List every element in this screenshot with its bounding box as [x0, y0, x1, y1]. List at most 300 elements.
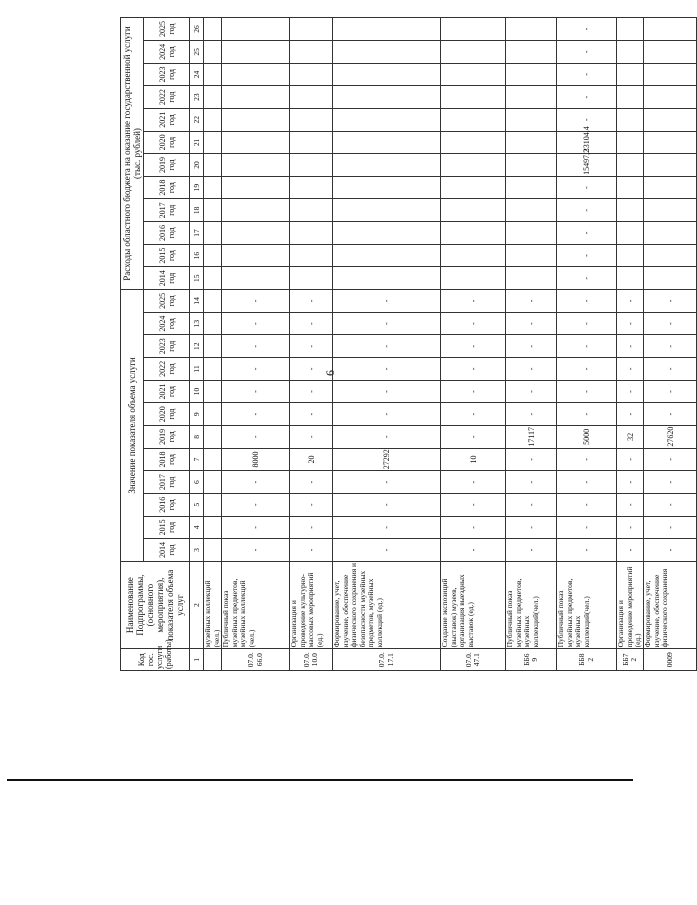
- budget-value: [644, 199, 697, 222]
- budget-value: [333, 199, 441, 222]
- budget-value: [333, 267, 441, 290]
- budget-value: [441, 222, 506, 245]
- volume-value: [204, 335, 222, 358]
- budget-value: [222, 63, 290, 86]
- volume-value: -: [506, 403, 557, 426]
- year-header: 2024 год: [144, 41, 190, 64]
- volume-value: [204, 290, 222, 313]
- service-code: 07.0. 10.0: [290, 649, 333, 671]
- year-header: 2023 год: [144, 335, 190, 358]
- budget-value: [644, 154, 697, 177]
- year-header: 2016 год: [144, 493, 190, 516]
- budget-value: [506, 154, 557, 177]
- budget-value: [204, 18, 222, 41]
- budget-value: [644, 108, 697, 131]
- budget-value: [222, 108, 290, 131]
- budget-value: [441, 131, 506, 154]
- column-number: 25: [190, 41, 204, 64]
- volume-value: -: [557, 335, 617, 358]
- volume-value: 20: [290, 448, 333, 471]
- table-row: [204, 18, 222, 671]
- volume-value: -: [617, 290, 644, 313]
- service-name: Публичный показ музейных предметов, музейных коллекций (чел.): [222, 561, 290, 649]
- budget-value: [222, 131, 290, 154]
- volume-value: -: [222, 493, 290, 516]
- budget-value: [617, 222, 644, 245]
- volume-value: -: [644, 493, 697, 516]
- budget-value: [204, 41, 222, 64]
- volume-value: -: [222, 471, 290, 494]
- volume-value: -: [617, 516, 644, 539]
- year-header: 2014 год: [144, 539, 190, 562]
- table-row: [644, 18, 697, 671]
- budget-value: [506, 267, 557, 290]
- budget-value: [441, 63, 506, 86]
- budget-value: [617, 108, 644, 131]
- budget-value: [506, 108, 557, 131]
- budget-value: [290, 267, 333, 290]
- volume-value: -: [617, 539, 644, 562]
- service-name: Создание экспозиций (выставок) музеев, организация выездных выставок (ед.): [441, 561, 506, 649]
- code-header: Код гос. услуги (работы): [121, 649, 190, 671]
- budget-value: 33104,4: [557, 131, 617, 154]
- budget-value: [290, 222, 333, 245]
- budget-value: [617, 267, 644, 290]
- volume-value: 17117: [506, 426, 557, 449]
- group-header-row: [121, 18, 144, 671]
- column-number: 1: [190, 649, 204, 671]
- budget-value: [290, 244, 333, 267]
- budget-header: Расходы областного бюджета на оказание государственной услуги (тыс. рублей): [121, 18, 144, 290]
- column-number: 14: [190, 290, 204, 313]
- volume-value: -: [222, 539, 290, 562]
- budget-value: [222, 18, 290, 41]
- volume-value: -: [441, 358, 506, 381]
- budget-value: [204, 63, 222, 86]
- budget-value: [333, 244, 441, 267]
- volume-value: -: [333, 426, 441, 449]
- table-row: [506, 18, 557, 671]
- column-number: 10: [190, 380, 204, 403]
- volume-value: -: [557, 403, 617, 426]
- budget-value: [617, 63, 644, 86]
- volume-value: [204, 471, 222, 494]
- year-header: 2021 год: [144, 108, 190, 131]
- volume-value: -: [557, 380, 617, 403]
- year-header: 2025 год: [144, 290, 190, 313]
- budget-value: [441, 108, 506, 131]
- budget-value: [290, 108, 333, 131]
- column-number: 13: [190, 312, 204, 335]
- budget-value: [617, 199, 644, 222]
- volume-value: -: [644, 539, 697, 562]
- column-number: 21: [190, 131, 204, 154]
- volume-value: -: [506, 380, 557, 403]
- year-header: 2017 год: [144, 199, 190, 222]
- volume-value: [204, 516, 222, 539]
- volume-value: -: [333, 471, 441, 494]
- volume-header: Значение показателя объема услуги: [121, 290, 144, 562]
- volume-value: 10: [441, 448, 506, 471]
- budget-value: [506, 41, 557, 64]
- volume-value: [204, 493, 222, 516]
- volume-value: -: [222, 358, 290, 381]
- column-number: 17: [190, 222, 204, 245]
- budget-value: -: [557, 222, 617, 245]
- year-header: 2021 год: [144, 380, 190, 403]
- volume-value: 8000: [222, 448, 290, 471]
- volume-value: -: [222, 516, 290, 539]
- volume-value: -: [441, 493, 506, 516]
- volume-value: -: [557, 516, 617, 539]
- volume-value: -: [617, 448, 644, 471]
- volume-value: 32: [617, 426, 644, 449]
- year-header: 2020 год: [144, 403, 190, 426]
- budget-value: [617, 18, 644, 41]
- service-name: Публичный показ музейных предметов, музейных коллекций(чел.): [506, 561, 557, 649]
- volume-value: 27620: [644, 426, 697, 449]
- volume-value: -: [222, 312, 290, 335]
- table-row: [333, 18, 441, 671]
- volume-value: -: [506, 493, 557, 516]
- year-header: 2023 год: [144, 63, 190, 86]
- service-name: музейных коллекций (чел.): [204, 561, 222, 649]
- budget-value: [617, 176, 644, 199]
- service-name: Публичный показ музейных предметов, музейных коллекций(чел.): [557, 561, 617, 649]
- volume-value: -: [441, 539, 506, 562]
- volume-value: -: [333, 516, 441, 539]
- budget-value: -: [557, 199, 617, 222]
- year-header: 2025 год: [144, 18, 190, 41]
- budget-value: [204, 154, 222, 177]
- budget-value: [333, 108, 441, 131]
- column-number: 9: [190, 403, 204, 426]
- volume-value: -: [441, 290, 506, 313]
- budget-value: [204, 244, 222, 267]
- volume-value: -: [557, 358, 617, 381]
- budget-value: [290, 63, 333, 86]
- budget-value: [644, 41, 697, 64]
- volume-value: -: [290, 426, 333, 449]
- volume-value: -: [506, 448, 557, 471]
- volume-value: -: [290, 358, 333, 381]
- services-table: [120, 17, 697, 671]
- budget-value: [617, 244, 644, 267]
- column-number: 24: [190, 63, 204, 86]
- volume-value: [204, 380, 222, 403]
- table-frame: [120, 17, 696, 671]
- column-number: 7: [190, 448, 204, 471]
- volume-value: -: [557, 290, 617, 313]
- table-row: [617, 18, 644, 671]
- column-number: 4: [190, 516, 204, 539]
- budget-value: [333, 222, 441, 245]
- column-number: 22: [190, 108, 204, 131]
- budget-value: [617, 154, 644, 177]
- volume-value: -: [333, 290, 441, 313]
- volume-value: -: [333, 312, 441, 335]
- column-number: 26: [190, 18, 204, 41]
- year-header: 2014 год: [144, 267, 190, 290]
- column-number: 19: [190, 176, 204, 199]
- budget-value: [222, 41, 290, 64]
- volume-value: -: [557, 539, 617, 562]
- volume-value: -: [290, 335, 333, 358]
- volume-value: -: [441, 312, 506, 335]
- year-header: 2016 год: [144, 222, 190, 245]
- year-header: 2019 год: [144, 154, 190, 177]
- budget-value: [506, 86, 557, 109]
- budget-value: [333, 176, 441, 199]
- table-row: [441, 18, 506, 671]
- volume-value: [204, 448, 222, 471]
- column-number: 20: [190, 154, 204, 177]
- budget-value: [617, 131, 644, 154]
- service-code: 07.0. 17.1: [333, 649, 441, 671]
- volume-value: [204, 312, 222, 335]
- budget-value: -: [557, 244, 617, 267]
- column-number: 5: [190, 493, 204, 516]
- budget-value: [222, 86, 290, 109]
- column-number: 16: [190, 244, 204, 267]
- page-number: 6: [323, 370, 337, 376]
- budget-value: [222, 222, 290, 245]
- volume-value: -: [617, 403, 644, 426]
- column-number: 11: [190, 358, 204, 381]
- year-header: 2017 год: [144, 471, 190, 494]
- column-number: 15: [190, 267, 204, 290]
- volume-value: -: [644, 312, 697, 335]
- budget-value: -: [557, 41, 617, 64]
- budget-value: [617, 86, 644, 109]
- column-number: 23: [190, 86, 204, 109]
- service-code: 07.0. 66.0: [222, 649, 290, 671]
- volume-value: -: [290, 471, 333, 494]
- budget-value: -: [557, 18, 617, 41]
- budget-value: [222, 267, 290, 290]
- volume-value: -: [617, 335, 644, 358]
- budget-value: [333, 18, 441, 41]
- volume-value: -: [333, 403, 441, 426]
- budget-value: [290, 41, 333, 64]
- volume-value: -: [290, 493, 333, 516]
- volume-value: -: [644, 290, 697, 313]
- budget-value: [644, 18, 697, 41]
- volume-value: -: [290, 516, 333, 539]
- budget-value: [290, 131, 333, 154]
- budget-value: 15497,2: [557, 154, 617, 177]
- volume-value: -: [333, 539, 441, 562]
- budget-value: [506, 131, 557, 154]
- budget-value: [441, 176, 506, 199]
- budget-value: [644, 267, 697, 290]
- volume-value: -: [617, 471, 644, 494]
- service-name: Формирование, учет, изучение, обеспечение физического сохранения и безопасности музейных предметов, музейных коллекций (ед.): [333, 561, 441, 649]
- budget-value: -: [557, 108, 617, 131]
- volume-value: -: [333, 493, 441, 516]
- budget-value: [441, 267, 506, 290]
- budget-value: [644, 86, 697, 109]
- name-header: Наименование Подпрограммы, (основного мероприятия), показателя объема услуг: [121, 561, 190, 649]
- year-header: 2015 год: [144, 244, 190, 267]
- volume-value: -: [441, 335, 506, 358]
- budget-value: [290, 199, 333, 222]
- budget-value: [204, 199, 222, 222]
- volume-value: -: [333, 335, 441, 358]
- budget-value: [333, 41, 441, 64]
- volume-value: [204, 403, 222, 426]
- budget-value: [506, 222, 557, 245]
- budget-value: [441, 154, 506, 177]
- service-name: Организация и проведение культурно-массовых мероприятий (ед.): [290, 561, 333, 649]
- column-number: 2: [190, 561, 204, 649]
- budget-value: [506, 176, 557, 199]
- budget-value: [222, 199, 290, 222]
- budget-value: [204, 86, 222, 109]
- budget-value: [290, 154, 333, 177]
- volume-value: 5000: [557, 426, 617, 449]
- column-number: 18: [190, 199, 204, 222]
- table-row: [290, 18, 333, 671]
- budget-value: [441, 199, 506, 222]
- volume-value: 27292: [333, 448, 441, 471]
- bottom-rule: [7, 779, 633, 781]
- volume-value: -: [290, 312, 333, 335]
- volume-value: -: [557, 471, 617, 494]
- budget-value: [333, 63, 441, 86]
- service-name: Организация и проведение мероприятий (ед.): [617, 561, 644, 649]
- service-code: 07.0. 47.1: [441, 649, 506, 671]
- budget-value: [644, 131, 697, 154]
- volume-value: -: [333, 380, 441, 403]
- volume-value: -: [441, 380, 506, 403]
- volume-value: -: [441, 403, 506, 426]
- service-code: [204, 649, 222, 671]
- volume-value: -: [441, 426, 506, 449]
- budget-value: [333, 86, 441, 109]
- volume-value: -: [222, 380, 290, 403]
- budget-value: [644, 63, 697, 86]
- year-header: 2022 год: [144, 358, 190, 381]
- volume-value: [204, 426, 222, 449]
- budget-value: [617, 41, 644, 64]
- column-number-row: [190, 18, 204, 671]
- volume-value: -: [644, 403, 697, 426]
- column-number: 3: [190, 539, 204, 562]
- budget-value: [644, 176, 697, 199]
- budget-value: [506, 199, 557, 222]
- volume-value: -: [222, 335, 290, 358]
- volume-value: -: [644, 516, 697, 539]
- volume-value: -: [644, 471, 697, 494]
- budget-value: [204, 176, 222, 199]
- volume-value: -: [557, 448, 617, 471]
- volume-value: -: [222, 290, 290, 313]
- year-header: 2020 год: [144, 131, 190, 154]
- volume-value: -: [506, 539, 557, 562]
- volume-value: -: [506, 516, 557, 539]
- volume-value: -: [441, 516, 506, 539]
- volume-value: -: [506, 358, 557, 381]
- volume-value: -: [644, 358, 697, 381]
- year-header: 2022 год: [144, 86, 190, 109]
- budget-value: -: [557, 63, 617, 86]
- budget-value: [204, 222, 222, 245]
- volume-value: -: [506, 290, 557, 313]
- budget-value: [644, 222, 697, 245]
- service-code: ББ7 2: [617, 649, 644, 671]
- volume-value: -: [290, 539, 333, 562]
- budget-value: [506, 18, 557, 41]
- budget-value: -: [557, 176, 617, 199]
- service-code: ББ6 9: [506, 649, 557, 671]
- year-header: 2024 год: [144, 312, 190, 335]
- year-header: 2019 год: [144, 426, 190, 449]
- budget-value: [441, 41, 506, 64]
- volume-value: -: [506, 335, 557, 358]
- volume-value: -: [644, 380, 697, 403]
- column-number: 12: [190, 335, 204, 358]
- volume-value: -: [290, 403, 333, 426]
- budget-value: [506, 244, 557, 267]
- budget-value: [222, 244, 290, 267]
- volume-value: -: [506, 312, 557, 335]
- budget-value: [441, 86, 506, 109]
- volume-value: -: [557, 312, 617, 335]
- volume-value: -: [290, 380, 333, 403]
- volume-value: -: [617, 358, 644, 381]
- budget-value: [441, 244, 506, 267]
- volume-value: [204, 358, 222, 381]
- budget-value: -: [557, 86, 617, 109]
- volume-value: -: [617, 380, 644, 403]
- volume-value: -: [644, 335, 697, 358]
- volume-value: [204, 539, 222, 562]
- budget-value: [290, 176, 333, 199]
- table-row: [557, 18, 617, 671]
- volume-value: -: [617, 312, 644, 335]
- year-header: 2018 год: [144, 176, 190, 199]
- volume-value: -: [290, 290, 333, 313]
- budget-value: [441, 18, 506, 41]
- table-body: [190, 18, 697, 671]
- budget-value: [204, 267, 222, 290]
- service-name: Формирование, учет, изучение, обеспечение физического сохранения: [644, 561, 697, 649]
- budget-value: [222, 176, 290, 199]
- budget-value: [204, 108, 222, 131]
- year-header: 2018 год: [144, 448, 190, 471]
- budget-value: -: [557, 267, 617, 290]
- table-row: [222, 18, 290, 671]
- volume-value: -: [222, 403, 290, 426]
- column-number: 8: [190, 426, 204, 449]
- budget-value: [290, 86, 333, 109]
- budget-value: [506, 63, 557, 86]
- volume-value: -: [506, 471, 557, 494]
- budget-value: [222, 154, 290, 177]
- volume-value: -: [441, 471, 506, 494]
- volume-value: -: [557, 493, 617, 516]
- service-code: 0009: [644, 649, 697, 671]
- column-number: 6: [190, 471, 204, 494]
- budget-value: [290, 18, 333, 41]
- volume-value: -: [617, 493, 644, 516]
- year-header: 2015 год: [144, 516, 190, 539]
- service-code: ББ8 2: [557, 649, 617, 671]
- budget-value: [204, 131, 222, 154]
- budget-value: [644, 244, 697, 267]
- volume-value: -: [222, 426, 290, 449]
